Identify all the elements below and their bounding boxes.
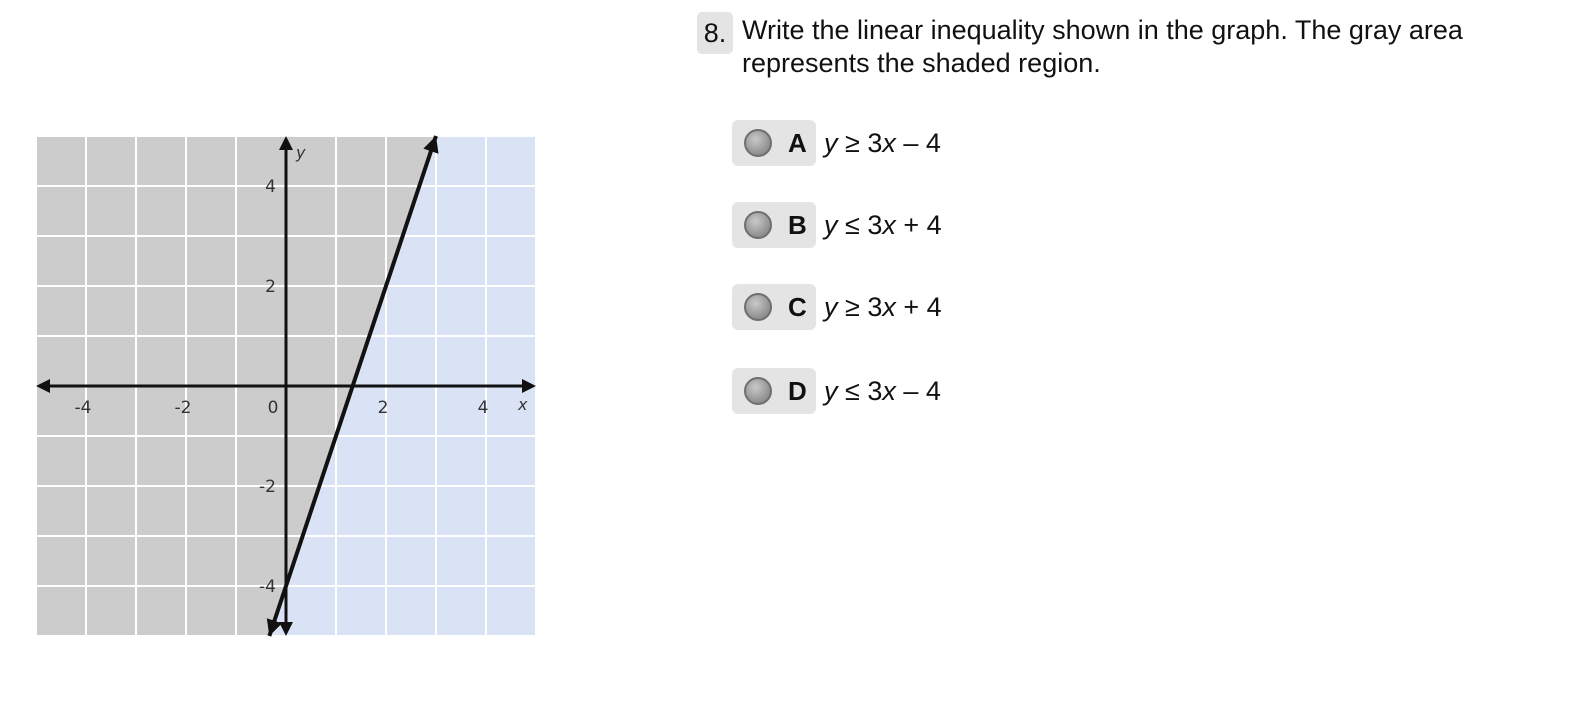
radio-icon[interactable]: [744, 293, 772, 321]
question-number: 8.: [697, 12, 733, 54]
option-a[interactable]: [732, 120, 941, 166]
y-tick-label: 2: [265, 277, 276, 297]
option-d-chip[interactable]: [732, 368, 816, 414]
x-tick-label: -4: [74, 398, 92, 418]
radio-icon[interactable]: [744, 211, 772, 239]
y-tick-label: -4: [259, 577, 276, 597]
option-letter: C: [788, 291, 807, 322]
x-tick-label: 0: [267, 398, 279, 418]
option-letter: D: [788, 375, 807, 406]
option-expression: y ≥ 3x – 4: [824, 127, 941, 158]
question-text: Write the linear inequality shown in the graph. The gray area represents the shaded region.: [742, 15, 1463, 78]
option-b-chip[interactable]: [732, 202, 816, 248]
y-tick-label: 4: [265, 177, 276, 197]
coordinate-graph: [20, 120, 560, 650]
option-a-chip[interactable]: [732, 120, 816, 166]
x-tick-label: 2: [377, 398, 389, 418]
option-c[interactable]: [732, 284, 942, 330]
x-axis-label: x: [518, 395, 528, 414]
radio-icon[interactable]: [744, 129, 772, 157]
option-letter: A: [788, 127, 807, 158]
radio-icon[interactable]: [744, 377, 772, 405]
y-tick-label: -2: [259, 477, 276, 497]
option-expression: y ≤ 3x – 4: [824, 375, 941, 406]
x-tick-label: -2: [174, 398, 192, 418]
x-tick-label: 4: [477, 398, 489, 418]
option-letter: B: [788, 209, 807, 240]
option-expression: y ≥ 3x + 4: [824, 291, 942, 322]
y-axis-label: y: [296, 143, 306, 162]
option-c-chip[interactable]: [732, 284, 816, 330]
option-d[interactable]: [732, 368, 941, 414]
option-b[interactable]: [732, 202, 942, 248]
option-expression: y ≤ 3x + 4: [824, 209, 942, 240]
